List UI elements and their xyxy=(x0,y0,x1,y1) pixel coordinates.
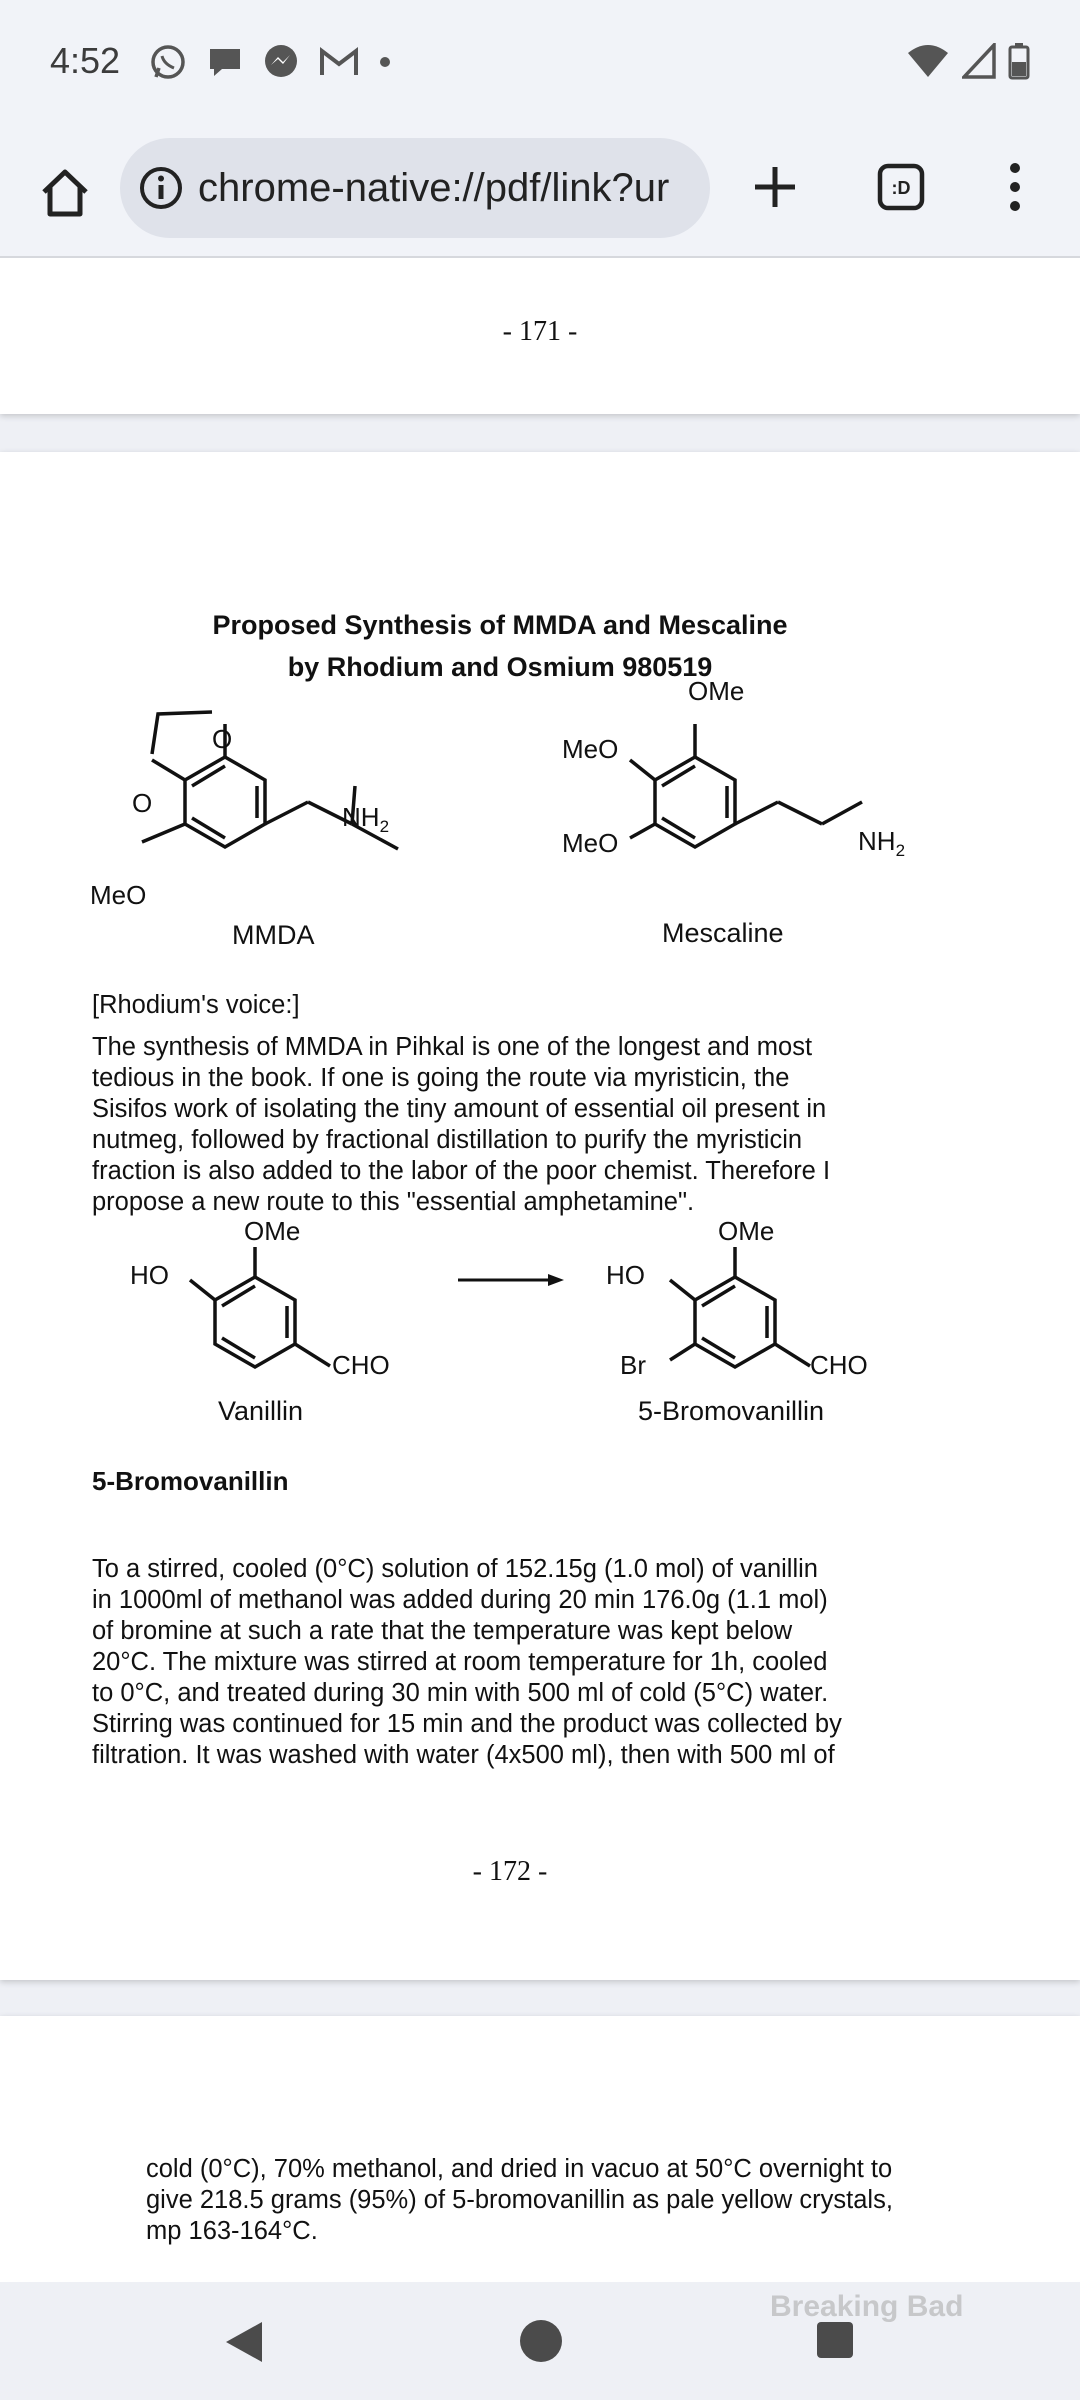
system-navigation-bar xyxy=(0,2282,1080,2400)
mmda-nh2-sub: 2 xyxy=(379,817,390,837)
new-tab-button[interactable] xyxy=(740,152,810,222)
home-button[interactable] xyxy=(30,158,100,228)
back-icon[interactable] xyxy=(222,2320,266,2364)
vanillin-structure xyxy=(150,1242,410,1412)
system-icons xyxy=(906,42,1030,80)
status-time: 4:52 xyxy=(50,40,121,81)
mescaline-meo-bottom: MeO xyxy=(562,828,619,858)
url-bar[interactable] xyxy=(120,138,710,238)
intro-paragraph xyxy=(92,1032,918,1218)
intro-line: tedious in the book. If one is going the route via myristicin, the xyxy=(92,1064,790,1092)
intro-line: propose a new route to this "essential amphetamine". xyxy=(92,1188,695,1216)
tab-switcher-icon xyxy=(876,162,926,212)
intro-line: The synthesis of MMDA in Pihkal is one of the longest and most xyxy=(92,1033,813,1061)
procedure-line: filtration. It was washed with water (4x500 ml), then with 500 ml of xyxy=(92,1741,835,1769)
gmail-icon xyxy=(318,45,360,79)
vanillin-ho: HO xyxy=(130,1260,169,1290)
procedure-line: to 0°C, and treated during 30 min with 500 ml of cold (5°C) water. xyxy=(92,1679,829,1707)
vanillin-cho: CHO xyxy=(332,1350,390,1380)
signal-icon xyxy=(962,43,996,79)
overflow-menu-button[interactable] xyxy=(985,152,1045,222)
more-vert-icon xyxy=(1005,160,1025,214)
intro-line: nutmeg, followed by fractional distillation to purify the myristicin xyxy=(92,1126,803,1154)
mescaline-structure xyxy=(600,702,940,902)
continued-line: cold (0°C), 70% methanol, and dried in vacuo at 50°C overnight to xyxy=(146,2155,893,2183)
procedure-line: Stirring was continued for 15 min and the product was collected by xyxy=(92,1710,842,1738)
chat-icon xyxy=(206,43,244,81)
plus-icon xyxy=(751,163,799,211)
battery-icon xyxy=(1008,42,1030,80)
notification-icons xyxy=(148,42,392,82)
pdf-viewer[interactable] xyxy=(0,258,1080,2282)
procedure-line: To a stirred, cooled (0°C) solution of 152.15g (1.0 mol) of vanillin xyxy=(92,1555,818,1583)
home-icon xyxy=(38,166,92,220)
tab-switcher-button[interactable] xyxy=(866,152,936,222)
intro-line: fraction is also added to the labor of the poor chemist. Therefore I xyxy=(92,1157,831,1185)
mmda-name: MMDA xyxy=(232,920,315,950)
reaction-arrow xyxy=(456,1270,566,1290)
document-title: Proposed Synthesis of MMDA and Mescaline xyxy=(212,610,788,640)
mmda-o-left: O xyxy=(132,788,153,818)
continued-line: mp 163-164°C. xyxy=(146,2217,318,2245)
page-number-172: - 172 - xyxy=(472,1856,548,1887)
status-bar xyxy=(0,0,1080,128)
bromovanillin-name: 5-Bromovanillin xyxy=(638,1396,825,1426)
procedure-line: in 1000ml of methanol was added during 20 min 176.0g (1.1 mol) xyxy=(92,1586,828,1614)
mmda-nh2 xyxy=(342,802,389,837)
intro-line: Sisifos work of isolating the tiny amount of essential oil present in xyxy=(92,1095,827,1123)
pdf-page-173 xyxy=(0,2016,1080,2282)
continued-line: give 218.5 grams (95%) of 5-bromovanillin as pale yellow crystals, xyxy=(146,2186,893,2214)
mescaline-nh2-sub: 2 xyxy=(895,841,906,861)
vanillin-ome: OMe xyxy=(244,1216,301,1246)
page-number-171: - 171 - xyxy=(502,316,578,347)
procedure-line: 20°C. The mixture was stirred at room temperature for 1h, cooled xyxy=(92,1648,828,1676)
tab-switcher-label: :D xyxy=(891,178,911,198)
pdf-page-172 xyxy=(0,452,1080,1980)
home-circle-icon[interactable] xyxy=(520,2320,562,2362)
wifi-icon xyxy=(906,43,950,79)
messenger-icon xyxy=(262,43,300,81)
mmda-meo: MeO xyxy=(90,880,147,910)
bromovanillin-cho: CHO xyxy=(810,1350,868,1380)
pdf-page-171 xyxy=(0,258,1080,414)
procedure-line: of bromine at such a rate that the temperature was kept below xyxy=(92,1617,793,1645)
mmda-o-top: O xyxy=(212,724,233,754)
mescaline-nh2-text: NH xyxy=(858,826,896,856)
document-subtitle: by Rhodium and Osmium 980519 xyxy=(287,652,713,682)
watermark-text: Breaking Bad xyxy=(770,2290,964,2323)
bromovanillin-ome: OMe xyxy=(718,1216,775,1246)
recents-icon[interactable] xyxy=(815,2320,855,2360)
bromovanillin-br: Br xyxy=(620,1350,646,1380)
mescaline-ome: OMe xyxy=(688,676,745,706)
mescaline-name: Mescaline xyxy=(662,918,784,948)
bromovanillin-structure xyxy=(630,1242,890,1412)
mescaline-meo-top: MeO xyxy=(562,734,619,764)
vanillin-name: Vanillin xyxy=(218,1396,304,1426)
whatsapp-icon xyxy=(148,42,188,82)
continued-paragraph xyxy=(146,2154,992,2247)
bromovanillin-ho: HO xyxy=(606,1260,645,1290)
voice-label: [Rhodium's voice:] xyxy=(92,991,300,1019)
dot-icon xyxy=(378,55,392,69)
mmda-nh2-text: NH xyxy=(342,802,380,832)
section-heading: 5-Bromovanillin xyxy=(92,1466,289,1496)
url-text[interactable]: chrome-native://pdf/link?ur xyxy=(198,165,670,210)
mescaline-nh2 xyxy=(858,826,905,861)
browser-toolbar xyxy=(0,128,1080,258)
info-icon[interactable] xyxy=(138,165,184,211)
procedure-paragraph xyxy=(92,1554,918,1771)
